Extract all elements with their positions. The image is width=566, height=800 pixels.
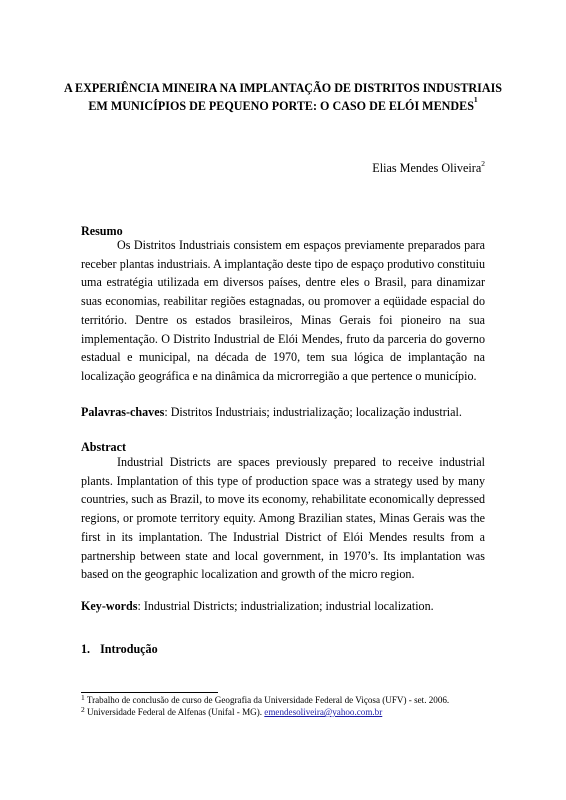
palavras-chaves — [81, 405, 491, 420]
resumo-text: Os Distritos Industriais consistem em espaços previamente preparados para receber plantas industriais. A implantação deste tipo de espaço produtivo constituiu uma estratégia utilizada em diversos países, dentre eles o Brasil, para dinamizar suas economias, reabilitar regiões estagnadas, ou promover a eqüidade espacial do território. Dentre os estados brasileiros, Minas Gerais foi pioneiro na sua implementação. O Distrito Industrial de Elói Mendes, fruto da parceria do governo estadual e municipal, na década de 1970, tem sua lógica de implantação na localização geográfica e na dinâmica da microrregião a que pertence o município. — [81, 238, 485, 383]
footnote-2-text: Universidade Federal de Alfenas (Unifal - MG). — [84, 707, 265, 717]
title-line-2-text: EM MUNICÍPIOS DE PEQUENO PORTE: O CASO DE ELÓI MENDES — [88, 99, 474, 113]
section-number: 1. — [81, 642, 91, 656]
resumo-body — [81, 236, 485, 386]
footnote-1-mark: 1 — [81, 693, 85, 702]
palavras-chaves-label: Palavras-chaves — [81, 405, 165, 419]
author-footnote-mark: 2 — [481, 159, 485, 168]
paper-title — [60, 79, 506, 115]
keywords-text: : Industrial Districts; industrialization; industrial localization. — [137, 599, 434, 613]
section-heading — [81, 642, 158, 657]
footnote-1-text: Trabalho de conclusão de curso de Geografia da Universidade Federal de Viçosa (UFV) - set. 2006. — [84, 695, 450, 705]
footnote-2-mark: 2 — [81, 705, 85, 714]
author-name — [372, 161, 485, 176]
title-line-2 — [60, 97, 506, 115]
title-footnote-mark: 1 — [473, 95, 478, 104]
title-line-1: A EXPERIÊNCIA MINEIRA NA IMPLANTAÇÃO DE DISTRITOS INDUSTRIAIS — [63, 81, 503, 95]
resumo-heading: Resumo — [81, 224, 123, 238]
abstract-body — [81, 453, 485, 584]
abstract-heading: Abstract — [81, 440, 127, 454]
abstract-text: Industrial Districts are spaces previously prepared to receive industrial plants. Implantation of this type of production space was a strategy used by many countries, such as Brazil, to move its economy, rehabilitate economically depressed regions, or promote territory equity. Among Brazilian states, Minas Gerais was the first in its implantation. The Industrial District of Elói Mendes results from a partnership between state and local government, in 1970’s. Its implantation was based on the geographic localization and growth of the micro region. — [81, 455, 485, 582]
palavras-chaves-text: : Distritos Industriais; industrialização; localização industrial. — [164, 405, 462, 419]
footnote-email-link[interactable]: emendesoliveira@yahoo.com.br — [264, 707, 383, 717]
author-name-text: Elias Mendes Oliveira — [372, 161, 482, 175]
footnote-1 — [81, 695, 449, 706]
keywords — [81, 599, 491, 614]
section-title: Introdução — [100, 642, 158, 656]
keywords-label: Key-words — [81, 599, 138, 613]
footnote-2 — [81, 707, 382, 718]
footnote-divider — [81, 692, 218, 693]
